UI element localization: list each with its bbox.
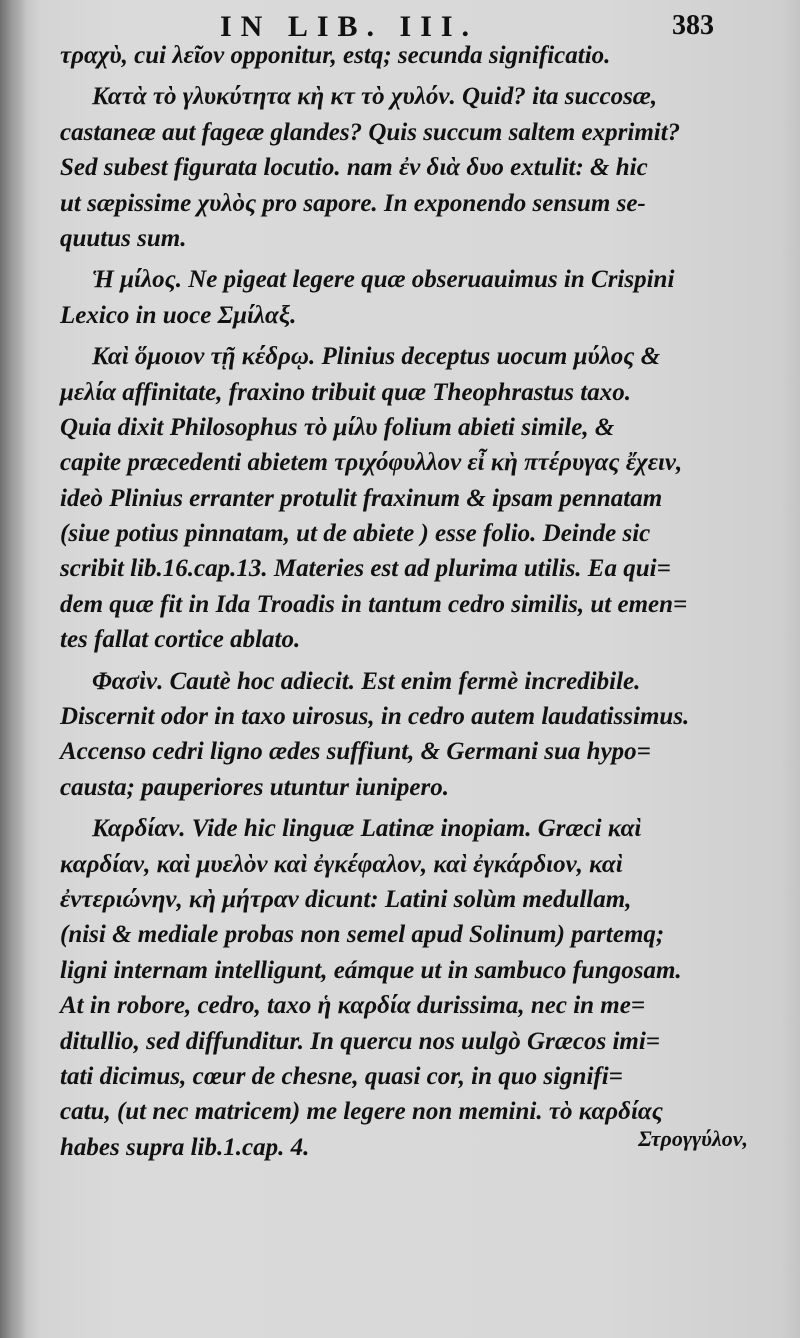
text-line: tes fallat cortice ablato.	[60, 626, 301, 654]
text-line: castaneæ aut fageæ glandes? Quis succum saltem exprimit?	[60, 118, 681, 146]
body-text	[60, 38, 720, 1165]
text-line: ligni internam intelligunt, eámque ut in sambuco fungosam.	[60, 956, 682, 984]
text-line: Κατὰ τὸ γλυκύτητα κὴ κτ τὸ χυλόν. Quid? ita succosæ,	[92, 83, 658, 111]
text-line: ideò Plinius erranter protulit fraxinum & ipsam pennatam	[60, 484, 663, 512]
paragraph	[60, 79, 720, 256]
text-line: (nisi & mediale probas non semel apud Solinum) partemq;	[60, 921, 665, 949]
text-line: ἐντεριώνην, κὴ μήτραν dicunt: Latini solùm medullam,	[60, 885, 632, 913]
page-gutter-shadow	[0, 0, 26, 1338]
text-line: μελία affinitate, fraxino tribuit quæ Theophrastus taxo.	[60, 378, 631, 406]
text-line: scribit lib.16.cap.13. Materies est ad plurima utilis. Ea qui=	[60, 555, 671, 583]
text-line: habes supra lib.1.cap. 4.	[60, 1133, 310, 1161]
text-line: ut sæpissime χυλὸς pro sapore. In exponendo sensum se-	[60, 189, 646, 217]
paragraph	[60, 339, 720, 658]
text-line: Καὶ ὅμοιον τῇ κέδρῳ. Plinius deceptus uocum μύλος &	[92, 343, 661, 371]
text-line: τραχὺ, cui λεῖον opponitur, estq; secunda significatio.	[60, 42, 611, 69]
text-line: At in robore, cedro, taxo ἡ καρδία durissima, nec in me=	[60, 992, 646, 1020]
text-line: quutus sum.	[60, 224, 187, 252]
text-line: Lexico in uoce Σμίλαξ.	[60, 301, 297, 329]
page-number: 383	[672, 10, 714, 41]
text-line: Quia dixit Philosophus τὸ μίλυ folium abieti simile, &	[60, 413, 615, 441]
text-line: Discernit odor in taxo uirosus, in cedro autem laudatissimus.	[60, 703, 690, 731]
paragraph	[60, 262, 720, 333]
paragraph	[60, 811, 720, 1165]
paragraph	[60, 38, 720, 73]
text-line: causta; pauperiores utuntur iunipero.	[60, 773, 449, 801]
text-line: Ἡ μίλος. Ne pigeat legere quæ obseruauimus in Crispini	[92, 266, 675, 294]
text-line: Φασὶν. Cautè hoc adiecit. Est enim fermè incredibile.	[92, 667, 641, 695]
paragraph	[60, 664, 720, 806]
text-line: catu, (ut nec matricem) me legere non memini. τὸ καρδίας	[60, 1098, 663, 1126]
text-line: tati dicimus, cœur de chesne, quasi cor, in quo signifi=	[60, 1062, 623, 1090]
text-line: (siue potius pinnatam, ut de abiete ) esse folio. Deinde sic	[60, 520, 651, 548]
text-line: Accenso cedri ligno ædes suffiunt, & Germani sua hypo=	[60, 738, 651, 766]
text-line: capite præcedenti abietem τριχόφυλλον εἶ κὴ πτέρυγας ἔχειν,	[60, 449, 683, 477]
text-line: καρδίαν, καὶ μυελὸν καὶ ἐγκέφαλον, καὶ ἐγκάρδιον, καὶ	[60, 850, 623, 878]
text-line: ditullio, sed diffunditur. In quercu nos uulgò Græcos imi=	[60, 1027, 661, 1055]
catchword: Στρογγύλον,	[638, 1126, 748, 1151]
running-head: IN LIB. III.	[220, 10, 479, 43]
text-line: dem quæ fit in Ida Troadis in tantum cedro similis, ut emen=	[60, 590, 688, 618]
text-line: Καρδίαν. Vide hic linguæ Latinæ inopiam. Græci καὶ	[92, 815, 642, 843]
text-line: Sed subest figurata locutio. nam ἐν διὰ δυο extulit: & hic	[60, 154, 648, 182]
